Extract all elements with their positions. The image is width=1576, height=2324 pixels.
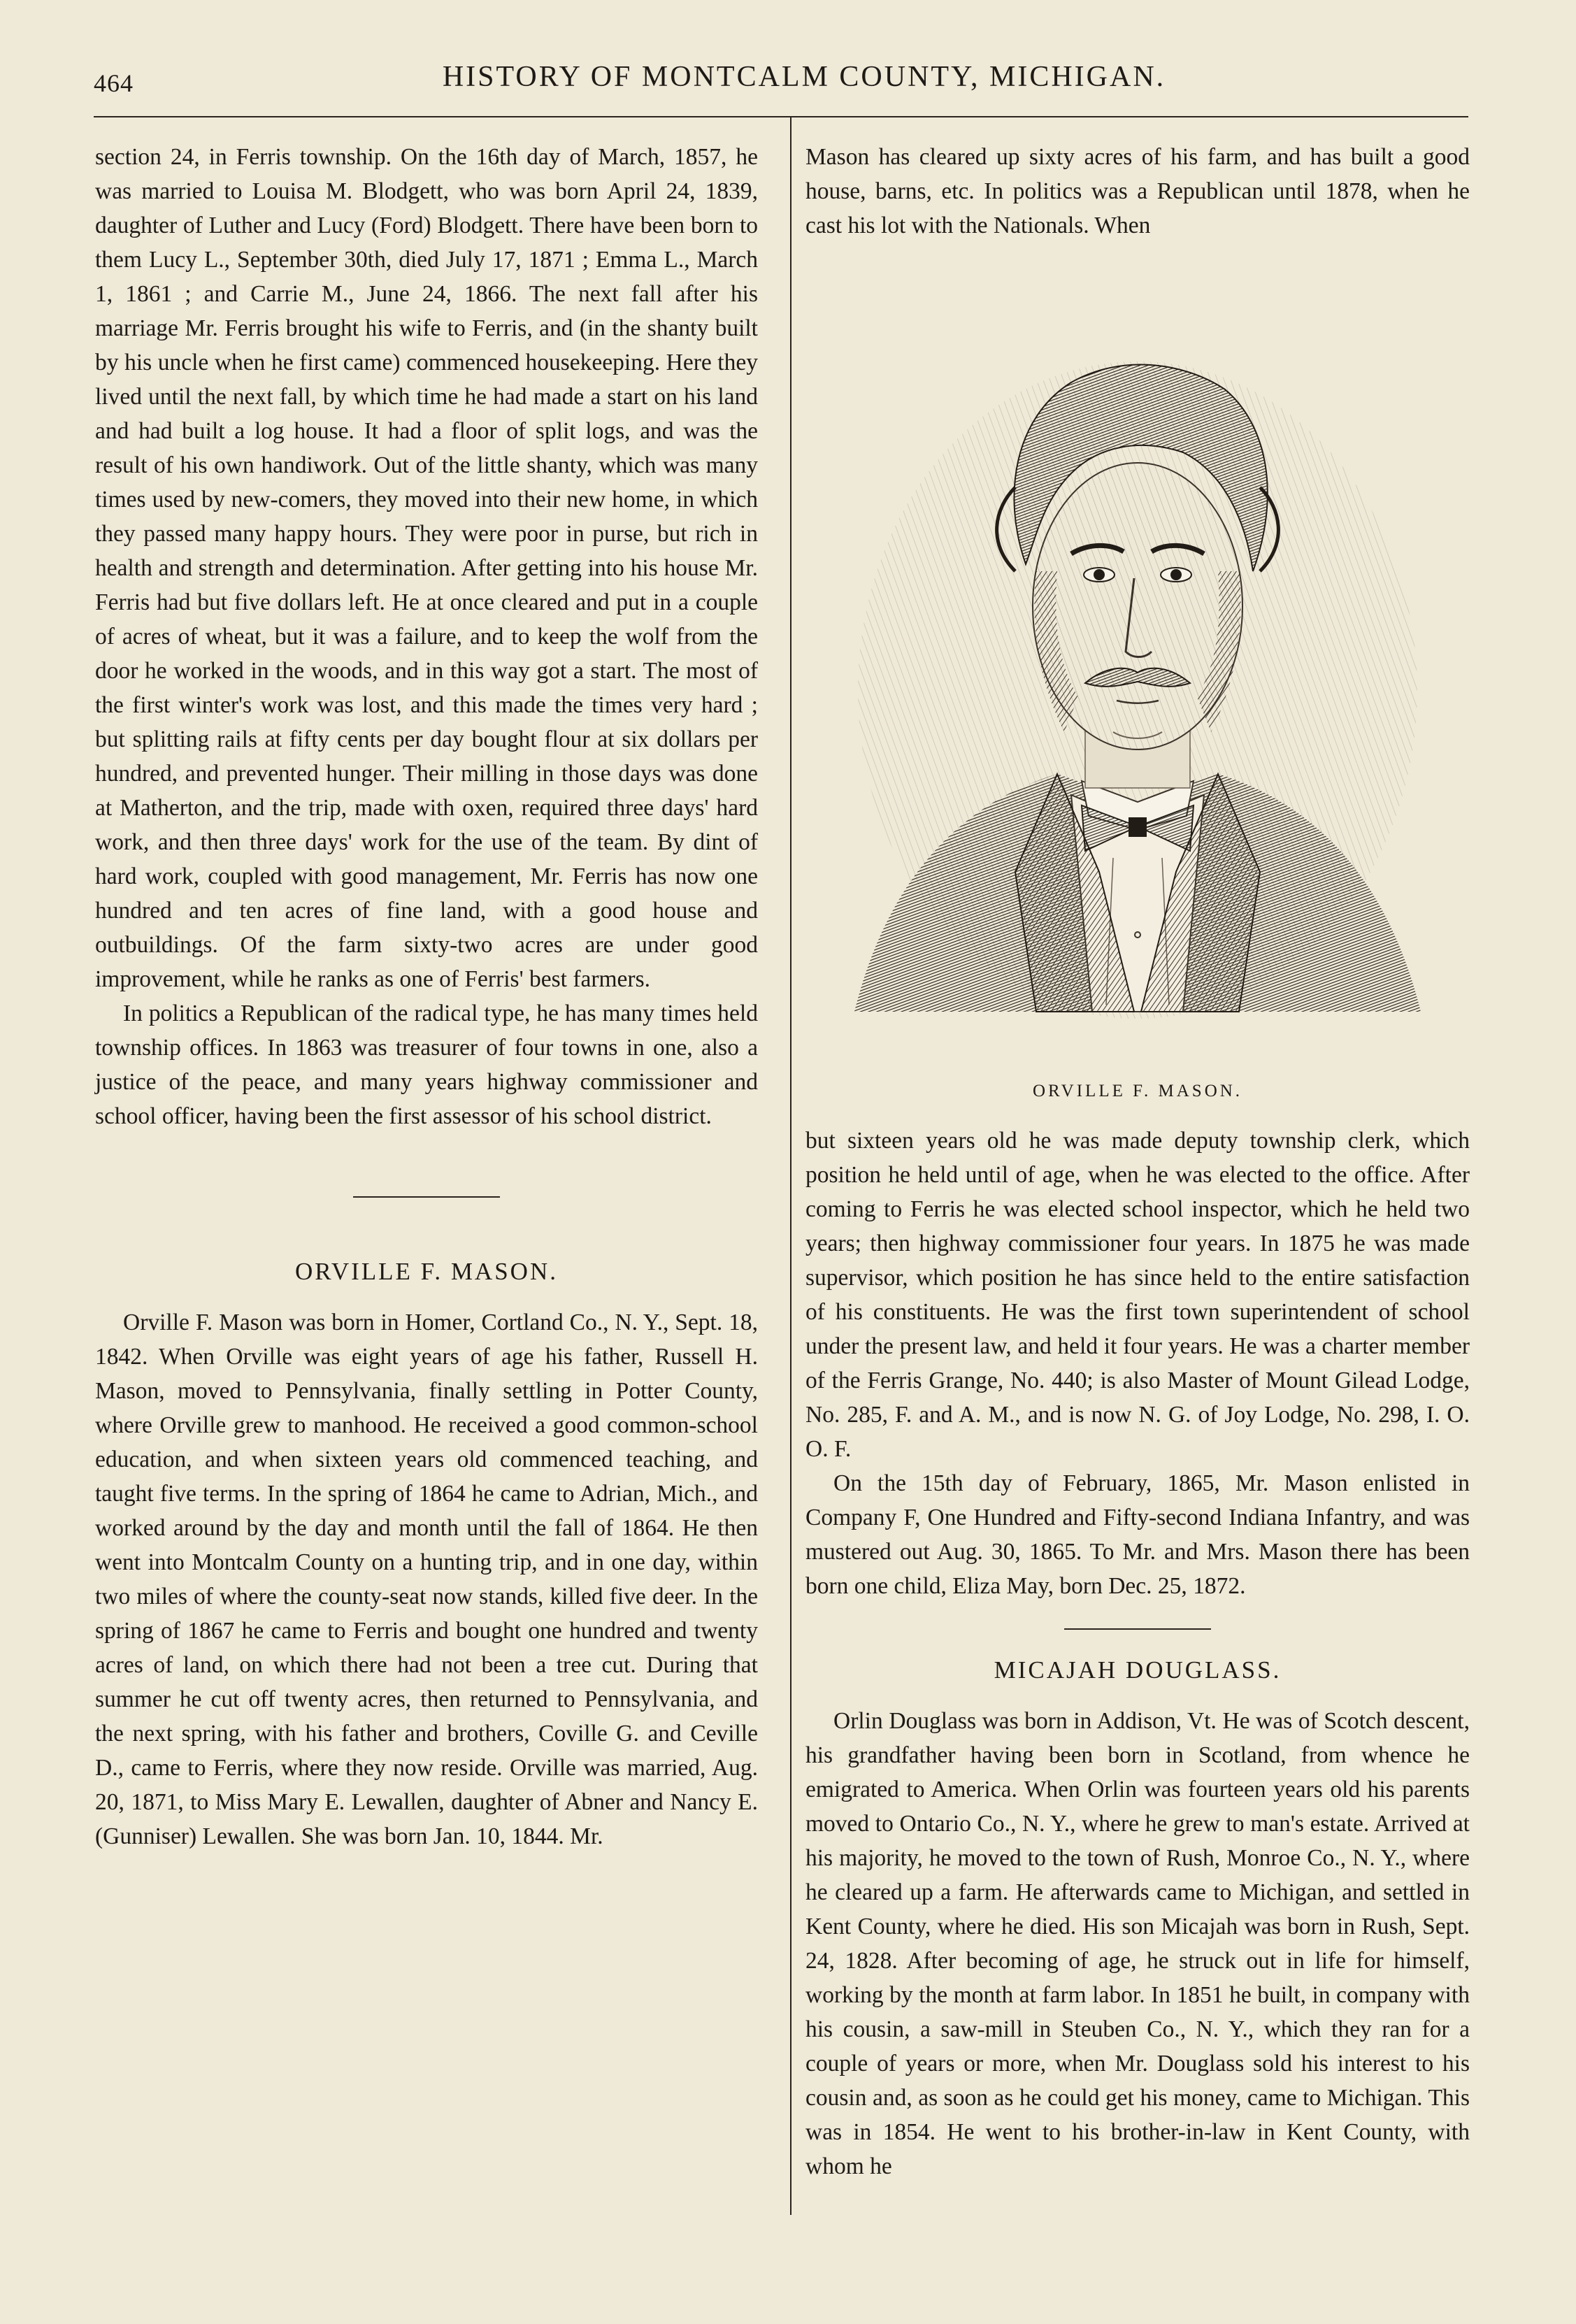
right-column: [805, 140, 1470, 2183]
column-divider: [790, 117, 791, 2215]
ferris-paragraph-2: In politics a Republican of the radical type, he has many times held township offices. In 1863 was treasurer of four towns in one, also a justice of the peace, and many years highway commissioner and school officer, having been the first assessor of his school district.: [95, 1000, 758, 1129]
ferris-paragraph-1: section 24, in Ferris township. On the 16th day of March, 1857, he was married to Louisa M. Blodgett, who was born April 24, 1839, daughter of Luther and Lucy (Ford) Blodgett. There have been born to them Lucy L., September 30th, died July 17, 1871 ; Emma L., March 1, 1861 ; and Carrie M., June 24, 1866. The next fall after his marriage Mr. Ferris brought his wife to Ferris, and (in the shanty built by his uncle when he first came) commenced housekeeping. Here they lived until the next fall, by which time he had made a start on his land and had built a log house. It had a floor of split logs, and was the result of his own handiwork. Out of the little shanty, which was many times used by new-comers, they moved into their new home, in which they passed many happy hours. They were poor in purse, but rich in health and strength and determination. After getting into his house Mr. Ferris had but five dollars left. He at once cleared and put in a couple of acres of wheat, but it was a failure, and to keep the wolf from the door he worked in the woods, and in this way got a start. The most of the first winter's work was lost, and this made the times very hard ; but splitting rails at fifty cents per day bought flour at six dollars per hundred, and prevented hunger. Their milling in those days was done at Matherton, and the trip, made with oxen, required three days' hard work, and then three days' work for the use of the team. By dint of hard work, coupled with good management, Mr. Ferris has now one hundred and ten acres of fine land, with a good house and outbuildings. Of the farm sixty-two acres are under good improvement, while he ranks as one of Ferris' best farmers.: [95, 144, 758, 992]
mason-offices-paragraph: but sixteen years old he was made deputy township clerk, which position he held until of age, when he was elected to the office. After coming to Ferris he was elected school inspector, which he held two years; then highway commissioner four years. In 1875 he was made supervisor, which position he has since held to the entire satisfaction of his constituents. He was the first town superintendent of school under the present law, and held it four years. He was a charter member of the Ferris Grange, No. 440; is also Master of Mount Gilead Lodge, No. 285, F. and A. M., and is now N. G. of Joy Lodge, No. 298, I. O. O. F.: [805, 1128, 1470, 1462]
left-column: [95, 140, 758, 1853]
header-rule: [94, 116, 1468, 117]
mason-military-paragraph: On the 15th day of February, 1865, Mr. Mason enlisted in Company F, One Hundred and Fifty-second Indiana Infantry, and was mustered out Aug. 30, 1865. To Mr. and Mrs. Mason there has been born one child, Eliza May, born Dec. 25, 1872.: [805, 1470, 1470, 1599]
section-separator: [353, 1196, 500, 1198]
mason-biography-paragraph: Orville F. Mason was born in Homer, Cortland Co., N. Y., Sept. 18, 1842. When Orville was eight years of age his father, Russell H. Mason, moved to Pennsylvania, finally settling in Potter County, where Orville grew to manhood. He received a good common-school education, and when sixteen years old commenced teaching, and taught five terms. In the spring of 1864 he came to Adrian, Mich., and worked around by the day and month until the fall of 1864. He then went into Montcalm County on a hunting trip, and in one day, within two miles of where the county-seat now stands, killed five deer. In the spring of 1867 he came to Ferris and bought one hundred and twenty acres of land, on which there had not been a tree cut. During that summer he cut off twenty acres, then returned to Pennsylvania, and the next spring, with his father and brothers, Coville G. and Ceville D., came to Ferris, where they now reside. Orville was married, Aug. 20, 1871, to Miss Mary E. Lewallen, daughter of Abner and Nancy E. (Gunniser) Lewallen. She was born Jan. 10, 1844. Mr.: [95, 1310, 758, 1849]
mason-continued-paragraph: Mason has cleared up sixty acres of his farm, and has built a good house, barns, etc. In politics was a Republican until 1878, when he cast his lot with the Nationals. When: [805, 144, 1470, 238]
portrait-engraving: [805, 243, 1470, 1068]
section-heading-orville-mason: ORVILLE F. MASON.: [295, 1258, 558, 1285]
section-separator: [1064, 1628, 1211, 1630]
portrait-caption: ORVILLE F. MASON.: [1032, 1082, 1243, 1100]
portrait-illustration: [805, 243, 1470, 1068]
section-heading-micajah-douglass: MICAJAH DOUGLASS.: [994, 1656, 1282, 1684]
page-number: 464: [94, 69, 134, 97]
running-title: HISTORY OF MONTCALM COUNTY, MICHIGAN.: [442, 61, 1166, 93]
douglass-biography-paragraph: Orlin Douglass was born in Addison, Vt. He was of Scotch descent, his grandfather having been born in Scotland, from whence he emigrated to America. When Orlin was fourteen years old his parents moved to Ontario Co., N. Y., where he grew to man's estate. Arrived at his majority, he moved to the town of Rush, Monroe Co., N. Y., where he cleared up a farm. He afterwards came to Michigan, and settled in Kent County, where he died. His son Micajah was born in Rush, Sept. 24, 1828. After becoming of age, he struck out in life for himself, working by the month at farm labor. In 1851 he built, in company with his cousin, a saw-mill in Steuben Co., N. Y., which they ran for a couple of years or more, when Mr. Douglass sold his interest to his cousin and, as soon as he could get his money, came to Michigan. This was in 1854. He went to his brother-in-law in Kent County, with whom he: [805, 1708, 1470, 2179]
